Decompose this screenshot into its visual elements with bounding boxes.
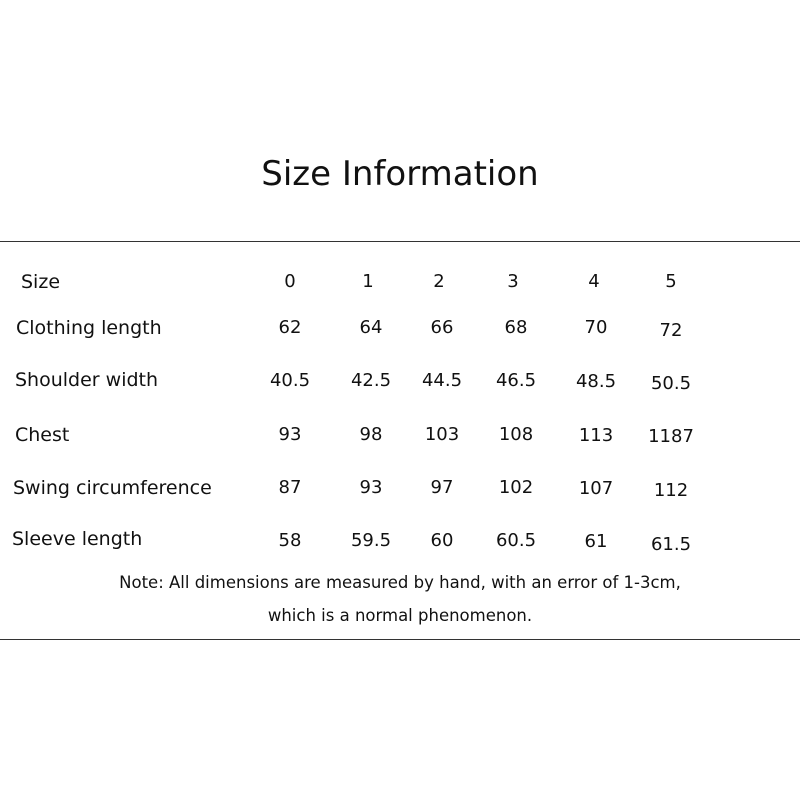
table-cell: 66 — [430, 317, 454, 338]
table-cell: 70 — [584, 317, 608, 338]
page-title: Size Information — [261, 154, 539, 194]
size-4-header: 4 — [588, 271, 600, 292]
table-cell: 93 — [359, 477, 383, 498]
measurement-note: Note: All dimensions are measured by hand, with an error of 1-3cm, — [119, 573, 681, 592]
table-cell: 59.5 — [350, 530, 392, 551]
table-cell: 97 — [430, 477, 454, 498]
table-cell: 107 — [578, 478, 614, 499]
row-label-clothing-length: Clothing length — [16, 317, 162, 339]
row-label-shoulder-width: Shoulder width — [15, 369, 159, 391]
size-5-header: 5 — [665, 271, 677, 292]
table-cell: 108 — [498, 424, 534, 445]
row-label-chest: Chest — [15, 424, 70, 446]
table-cell: 48.5 — [575, 371, 617, 392]
row-label-swing-circumference: Swing circumference — [13, 477, 212, 499]
table-cell: 46.5 — [495, 370, 537, 391]
size-2-header: 2 — [433, 271, 445, 292]
table-cell: 1187 — [648, 426, 694, 447]
table-cell: 42.5 — [350, 370, 392, 391]
bottom-divider — [0, 639, 800, 640]
measurement-note-continued: which is a normal phenomenon. — [267, 606, 533, 625]
table-cell: 112 — [653, 480, 689, 501]
table-cell: 113 — [578, 425, 614, 446]
row-label-sleeve-length: Sleeve length — [12, 528, 143, 550]
table-cell: 50.5 — [650, 373, 692, 394]
table-cell: 61.5 — [650, 534, 692, 555]
top-divider — [0, 241, 800, 242]
table-cell: 102 — [498, 477, 534, 498]
table-cell: 58 — [278, 530, 302, 551]
table-cell: 68 — [504, 317, 528, 338]
table-cell: 72 — [659, 320, 683, 341]
table-cell: 60.5 — [495, 530, 537, 551]
table-cell: 103 — [424, 424, 460, 445]
table-cell: 64 — [359, 317, 383, 338]
table-cell: 87 — [278, 477, 302, 498]
header-label: Size — [21, 271, 61, 293]
table-cell: 62 — [278, 317, 302, 338]
table-cell: 44.5 — [421, 370, 463, 391]
table-cell: 61 — [584, 531, 608, 552]
size-0-header: 0 — [284, 271, 296, 292]
table-cell: 60 — [430, 530, 454, 551]
size-3-header: 3 — [507, 271, 519, 292]
size-1-header: 1 — [362, 271, 374, 292]
table-cell: 93 — [278, 424, 302, 445]
table-cell: 98 — [359, 424, 383, 445]
table-cell: 40.5 — [269, 370, 311, 391]
